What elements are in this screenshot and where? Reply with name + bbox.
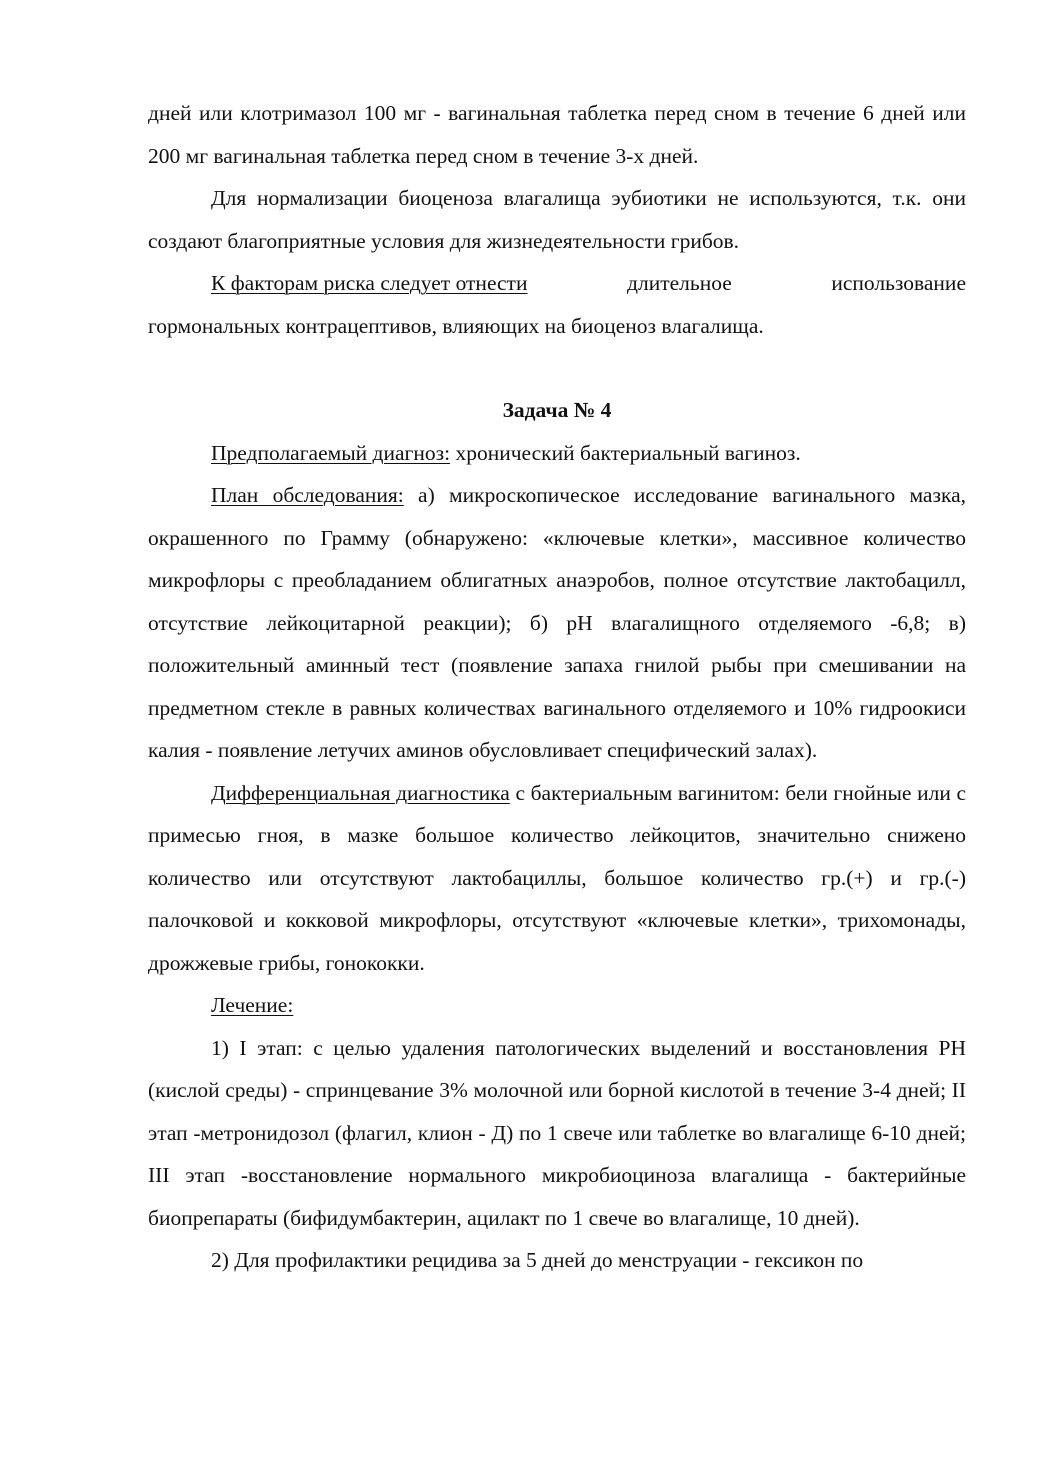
differential-label: Дифференциальная диагностика xyxy=(211,780,510,805)
diagnosis-label: Предполагаемый диагноз: xyxy=(211,440,451,465)
exam-plan-text: а) микроскопическое исследование вагинального мазка, окрашенного по Грамму (обнаружено: «ключевые клетки», массивное количество микрофлоры с преобладанием облигатных анаэробов, полное отсутствие лактобацилл, отсутствие лейкоцитарной реакции); б) pH влагалищного отделяемого -6,8; в) положительный аминный тест (появление запаха гнилой рыбы при смешивании на предметном стекле в равных количествах вагинального отделяемого и 10% гидроокиси калия - появление летучих аминов обусловливает специфический залах). xyxy=(148,483,967,762)
paragraph-treatment-label xyxy=(148,984,966,1027)
treatment-label: Лечение: xyxy=(211,993,294,1017)
risk-factors-label: К факторам риска следует отнести xyxy=(211,271,528,295)
risk-factors-first-line xyxy=(148,262,966,305)
task-heading: Задача № 4 xyxy=(502,398,612,422)
paragraph-risk-factors xyxy=(148,262,966,347)
paragraph-differential xyxy=(148,772,966,985)
paragraph-continuation: дней или клотримазол 100 мг - вагинальная таблетка перед сном в течение 6 дней или 200 мг вагинальная таблетка перед сном в течение 3-х дней. xyxy=(148,101,966,168)
paragraph-diagnosis xyxy=(148,432,966,475)
paragraph-treatment-2: 2) Для профилактики рецидива за 5 дней до менструации - гексикон по xyxy=(211,1248,864,1272)
exam-plan-label: План обследования: xyxy=(211,483,404,507)
document-page xyxy=(148,92,966,1282)
risk-factors-word-2: использование xyxy=(831,271,966,295)
differential-text: с бактериальным вагинитом: бели гнойные или с примесью гноя, в мазке большое количество лейкоцитов, значительно снижено количество или отсутствуют лактобациллы, большое количество гр.(+) и гр.(-) палочковой и кокковой микрофлоры, отсутствуют «ключевые клетки», трихомонады, дрожжевые грибы, гонококки. xyxy=(148,780,967,975)
risk-factors-word-1: длительное xyxy=(627,271,732,295)
diagnosis-text: хронический бактериальный вагиноз. xyxy=(450,440,801,465)
risk-factors-rest: гормональных контрацептивов, влияющих на биоценоз влагалища. xyxy=(148,313,764,338)
paragraph-eubiotics: Для нормализации биоценоза влагалища эубиотики не используются, т.к. они создают благоприятные условия для жизнедеятельности грибов. xyxy=(148,186,966,253)
paragraph-treatment-1: 1) I этап: с целью удаления патологических выделений и восстановления РН (кислой среды) - спринцевание 3% молочной или борной кислотой в течение 3-4 дней; II этап -метронидозол (флагил, клион - Д) по 1 свече или таблетке во влагалище 6-10 дней; III этап -восстановление нормального микробиоциноза влагалища - бактерийные биопрепараты (бифидумбактерин, ацилакт по 1 свече во влагалище, 10 дней). xyxy=(148,1035,966,1230)
paragraph-exam-plan xyxy=(148,474,966,772)
